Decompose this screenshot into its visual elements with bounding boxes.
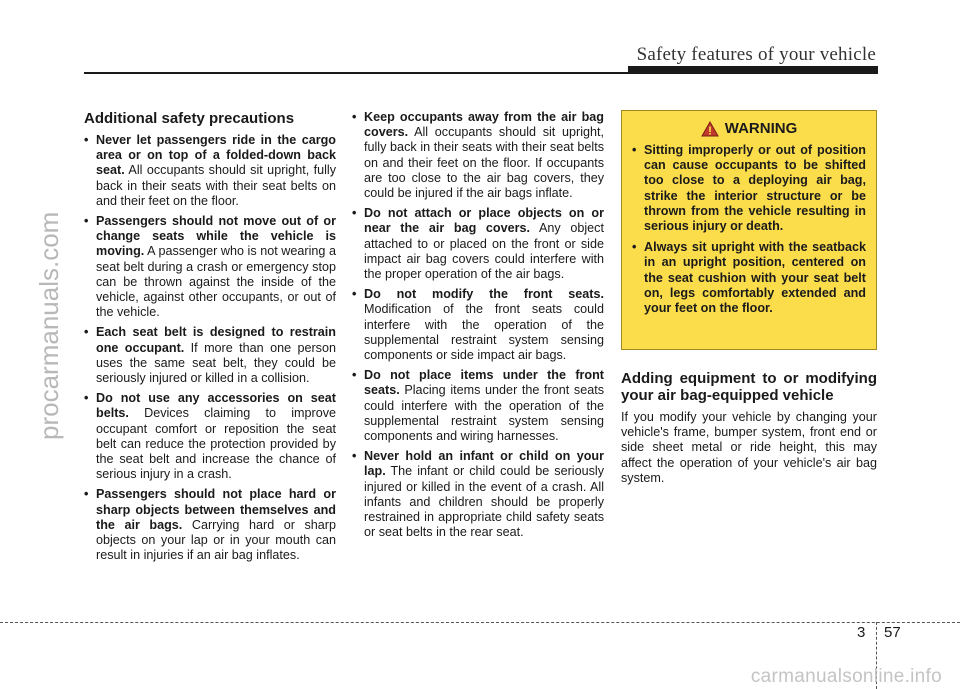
item-bold: Do not attach or place objects on or near the air bag covers. bbox=[364, 206, 604, 236]
precautions-list bbox=[84, 133, 336, 563]
item-text: All occupants should sit upright, fully back in their seats with their seat belts on and their feet on the floor. bbox=[96, 163, 336, 208]
side-watermark-text: procarmanuals.com bbox=[34, 211, 64, 440]
precautions-list-continued bbox=[352, 110, 604, 540]
warning-title: WARNING bbox=[724, 120, 798, 138]
list-item: • Always sit upright with the seatback in an upright position, centered on the seat cushion with your seat belt on, legs comfortably extended and your feet on the floor. bbox=[632, 240, 866, 316]
footer-rule bbox=[0, 622, 960, 623]
header-rule-thick bbox=[628, 66, 878, 74]
list-item bbox=[84, 391, 336, 482]
item-text: A passenger who is not wearing a seat belt during a crash or emergency stop can be thrown against the inside of the vehicle, against other occupants, or out of the vehicle. bbox=[96, 244, 336, 320]
list-item bbox=[352, 449, 604, 540]
item-bold: Do not use any accessories on seat belts. bbox=[96, 391, 336, 421]
item-text: Carrying hard or sharp objects on your lap or in your mouth can result in injuries if an air bag inflates. bbox=[96, 517, 336, 563]
item-text: Placing items under the front seats could interfere with the operation of the supplemental restraint system sensing components and wiring harnesses. bbox=[364, 383, 604, 444]
chapter-number: 3 bbox=[857, 624, 866, 641]
item-text: Any object attached to or placed on the front or side impact air bag covers could interfere with the proper operation of the air bags. bbox=[364, 221, 604, 282]
warning-header bbox=[632, 121, 866, 137]
list-item bbox=[84, 133, 336, 209]
header-title: Safety features of your vehicle bbox=[636, 44, 876, 65]
section-heading-safety: Additional safety precautions bbox=[84, 110, 295, 127]
section-heading-equipment: Adding equipment to or modifying your air bag-equipped vehicle bbox=[621, 370, 877, 404]
page-number: 57 bbox=[884, 624, 901, 641]
item-text: All occupants should sit upright, fully back in their seats with their seat belts on and their feet on the floor. If occupants are too close to the air bag covers, they could be injured if the air bags inflate. bbox=[364, 125, 604, 201]
list-item bbox=[352, 368, 604, 444]
item-text: Modification of the front seats could interfere with the operation of the supplemental restraint system sensing components or side impact air bags. bbox=[364, 302, 604, 363]
warning-list bbox=[632, 143, 866, 316]
list-item bbox=[352, 206, 604, 282]
warning-box bbox=[621, 110, 877, 350]
item-bold: Passengers should not place hard or sharp objects between themselves and the air bags. bbox=[96, 487, 336, 532]
item-text: Devices claiming to improve occupant comfort or reposition the seat belt can reduce the protection provided by the seat belt and increase the chance of serious injury in a crash. bbox=[96, 406, 336, 482]
item-bold: Do not place items under the front seats. bbox=[364, 368, 604, 398]
side-watermark bbox=[0, 0, 64, 689]
list-item bbox=[84, 487, 336, 563]
item-bold: Keep occupants away from the air bag covers. bbox=[364, 110, 604, 140]
column-2 bbox=[352, 110, 604, 545]
equipment-paragraph: If you modify your vehicle by changing your vehicle's frame, bumper system, front end or side sheet metal or ride height, this may affect the operation of your vehicle's air bag system. bbox=[621, 410, 877, 485]
item-text: The infant or child could be seriously injured or killed in the event of a crash. All infants and children should be properly restrained in appropriate child safety seats or seat belts in the rear seat. bbox=[364, 464, 604, 540]
item-bold: Never hold an infant or child on your lap. bbox=[364, 449, 604, 479]
list-item bbox=[352, 287, 604, 363]
list-item bbox=[84, 325, 336, 386]
item-text: If more than one person uses the same seat belt, they could be seriously injured or killed in a collision. bbox=[96, 340, 336, 386]
header-rule-thin bbox=[84, 72, 644, 74]
item-bold: Passengers should not move out of or change seats while the vehicle is moving. bbox=[96, 214, 336, 259]
list-item: • Sitting improperly or out of position can cause occupants to be shifted too close to a deploying air bag, strike the interior structure or be thrown from the vehicle resulting in serious injury or death. bbox=[632, 143, 866, 234]
list-item bbox=[352, 110, 604, 201]
column-3 bbox=[621, 110, 877, 486]
list-item bbox=[84, 214, 336, 320]
warning-triangle-icon bbox=[701, 121, 719, 137]
item-bold: Never let passengers ride in the cargo area or on top of a folded-down back seat. bbox=[96, 133, 336, 178]
column-1 bbox=[84, 110, 336, 568]
bottom-watermark: carmanualsonline.info bbox=[750, 666, 942, 687]
item-bold: Each seat belt is designed to restrain one occupant. bbox=[96, 325, 336, 355]
item-bold: Do not modify the front seats. bbox=[364, 287, 604, 302]
